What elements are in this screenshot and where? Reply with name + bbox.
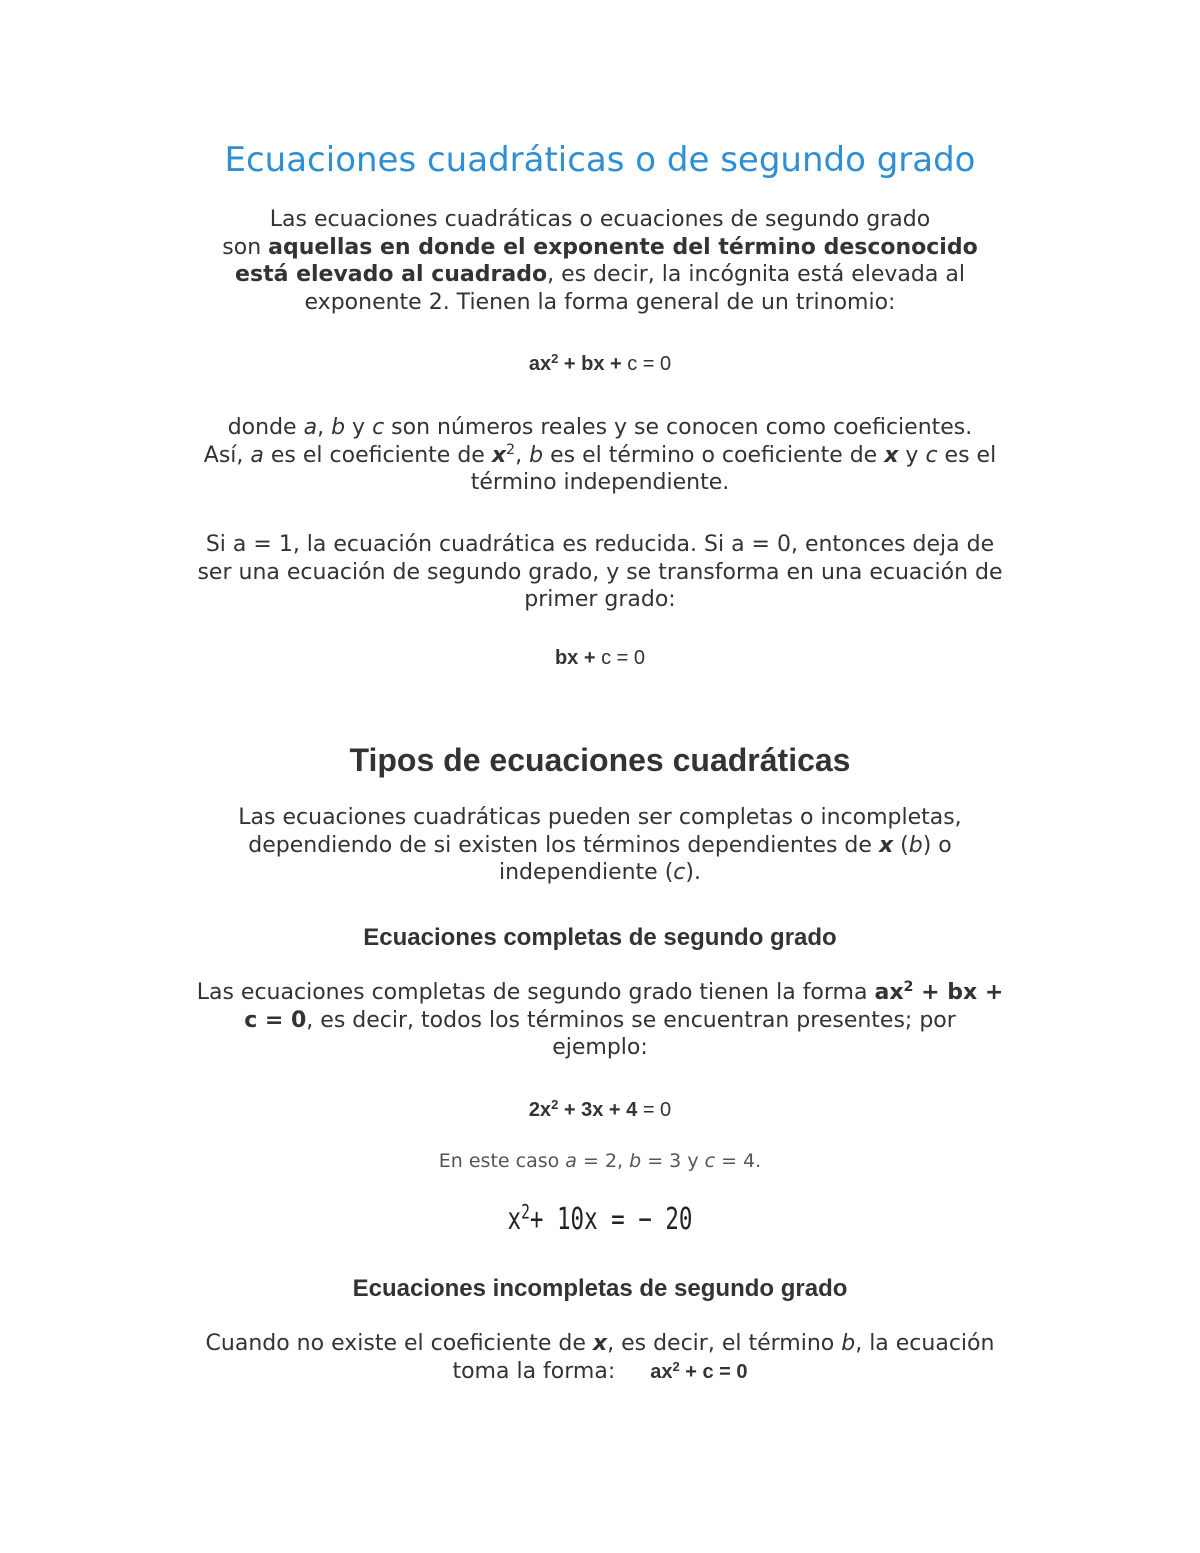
var-c: c	[372, 415, 385, 440]
coef-text-6: es el término o coeficiente de	[543, 442, 885, 468]
incomplete-line-1a: Cuando no existe el coeficiente de	[205, 1331, 593, 1356]
incomplete-line-1b: , es decir, el término	[607, 1331, 842, 1356]
intro-bold-1: aquellas en donde el exponente del término desconocido	[268, 234, 978, 260]
coef-text-3: son números reales y se conocen como coeficientes.	[384, 415, 973, 440]
note-text-2: = 2,	[576, 1150, 630, 1172]
example-note	[160, 1148, 1040, 1174]
coef-sup: 2	[506, 441, 516, 458]
incomplete-var-b: b	[841, 1331, 856, 1356]
eq-general-sup: 2	[551, 350, 559, 366]
eq-linear-a: bx +	[554, 647, 602, 669]
incomplete-line-2: toma la forma:	[452, 1358, 616, 1384]
section-title: Tipos de ecuaciones cuadráticas	[349, 742, 851, 778]
var-x-squared: x	[491, 442, 507, 468]
types-line-1: Las ecuaciones cuadráticas pueden ser completas o incompletas,	[238, 805, 962, 830]
types-var-b: b	[908, 832, 923, 858]
incomplete-form-sup: 2	[672, 1358, 680, 1374]
reduced-line-1: Si a = 1, la ecuación cuadrática es reducida. Si a = 0, entonces deja de	[205, 532, 995, 557]
eq-example-sup: 2	[551, 1096, 559, 1112]
general-equation	[160, 351, 1040, 377]
eq-general-rest1: + bx +	[558, 353, 628, 375]
coef-text-5: es el coeficiente de	[263, 442, 492, 468]
intro-paragraph	[160, 206, 1040, 316]
eq-general-a: ax	[528, 353, 552, 375]
coef-text-9: término independiente.	[470, 470, 730, 495]
complete-form-sup: 2	[903, 979, 914, 996]
intro-text-4: exponente 2. Tienen la forma general de un trinomio:	[304, 289, 896, 315]
eq-example-c: = 0	[637, 1099, 672, 1121]
eq-linear-b: c = 0	[601, 647, 646, 669]
coef-text-2: y	[345, 415, 373, 440]
complete-form-1: ax	[874, 980, 904, 1005]
eq2-b: + 10x = − 20	[529, 1202, 693, 1237]
coef-text-4: Así,	[203, 442, 251, 468]
incomplete-var-x: x	[592, 1331, 608, 1356]
reduced-paragraph	[160, 531, 1040, 614]
example-equation	[160, 1097, 1040, 1123]
note-var-a: a	[565, 1150, 577, 1172]
types-line-2c: ) o	[922, 832, 952, 858]
note-text-1: En este caso	[438, 1150, 566, 1172]
complete-line-1: Las ecuaciones completas de segundo grado tienen la forma	[196, 980, 875, 1005]
complete-line-3: ejemplo:	[552, 1035, 648, 1060]
coef-text-1: donde	[227, 415, 304, 440]
var-x: x	[884, 442, 899, 468]
var-c-2: c	[925, 442, 938, 468]
var-b-2: b	[529, 442, 544, 468]
eq2-sup: 2	[521, 1200, 530, 1224]
incomplete-heading: Ecuaciones incompletas de segundo grado	[352, 1275, 848, 1302]
eq-example-a: 2x	[528, 1099, 552, 1121]
complete-form-2: + bx +	[913, 980, 1004, 1005]
note-text-3: = 3 y	[641, 1150, 705, 1172]
var-a: a	[303, 415, 318, 440]
intro-text-1: Las ecuaciones cuadráticas o ecuaciones de segundo grado	[269, 207, 931, 232]
incomplete-paragraph	[160, 1330, 1040, 1386]
linear-equation	[160, 645, 1040, 671]
types-line-2b: (	[893, 832, 909, 858]
coef-comma-2: ,	[515, 442, 530, 468]
eq-example-b: + 3x + 4	[558, 1099, 638, 1121]
incomplete-form-2: + c = 0	[679, 1360, 748, 1383]
coef-text-7: y	[898, 442, 926, 468]
example-equation-2	[270, 1200, 930, 1240]
reduced-line-2: ser una ecuación de segundo grado, y se transforma en una ecuación de	[197, 559, 1003, 585]
complete-form-3: c = 0	[244, 1007, 307, 1033]
intro-bold-2: está elevado al cuadrado	[235, 262, 548, 287]
eq2-a: x	[507, 1202, 522, 1237]
complete-heading: Ecuaciones completas de segundo grado	[363, 924, 837, 951]
var-b: b	[331, 415, 346, 440]
eq-general-rest2: c = 0	[627, 353, 672, 375]
incomplete-line-1c: , la ecuación	[855, 1331, 995, 1356]
intro-text-3: , es decir, la incógnita está elevada al	[547, 262, 965, 287]
types-var-x: x	[878, 832, 894, 858]
reduced-line-3: primer grado:	[524, 587, 676, 612]
page-title: Ecuaciones cuadráticas o de segundo grado	[224, 140, 976, 180]
note-var-c: c	[704, 1150, 716, 1172]
var-a-2: a	[250, 442, 264, 468]
types-line-2a: dependiendo de si existen los términos dependientes de	[248, 832, 879, 858]
types-line-3b: ).	[685, 860, 701, 885]
complete-line-2: , es decir, todos los términos se encuentran presentes; por	[306, 1007, 956, 1033]
coef-text-8: es el	[937, 442, 997, 468]
note-var-b: b	[629, 1150, 642, 1172]
types-line-3a: independiente (	[499, 860, 674, 885]
intro-text-2: son	[222, 234, 269, 260]
types-paragraph	[160, 804, 1040, 887]
coefficients-paragraph	[160, 414, 1040, 497]
types-var-c: c	[673, 860, 686, 885]
incomplete-form-1: ax	[650, 1360, 673, 1383]
note-text-4: = 4.	[715, 1150, 762, 1172]
coef-comma-1: ,	[317, 415, 332, 440]
complete-paragraph	[160, 979, 1040, 1062]
